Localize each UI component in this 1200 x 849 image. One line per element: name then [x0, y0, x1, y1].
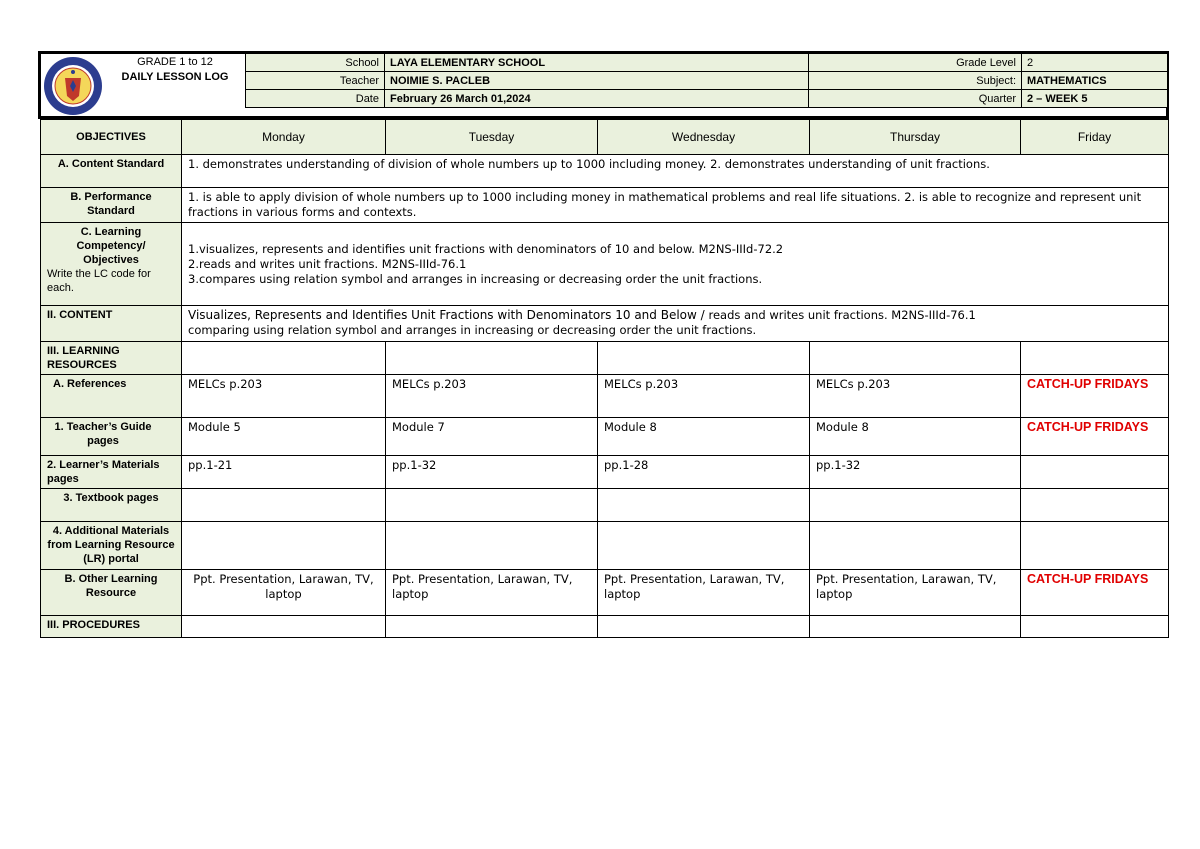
procedures-row: [41, 616, 1169, 638]
learners-materials-thursday: pp.1-32: [810, 456, 1021, 489]
deped-seal-icon: [43, 56, 103, 116]
content-line-2: comparing using relation symbol and arranges in increasing or decreasing order the unit fractions.: [188, 323, 757, 337]
learning-resources-tuesday: [386, 342, 598, 375]
references-label: A. References: [41, 375, 182, 418]
references-monday: MELCs p.203: [182, 375, 386, 418]
content-standard-text: 1. demonstrates understanding of division of whole numbers up to 1000 including money. 2. demonstrates understanding of unit fractions.: [182, 155, 1169, 188]
teacher-value: NOIMIE S. PACLEB: [385, 72, 809, 90]
header-info-table: [245, 53, 1168, 108]
learners-materials-label: 2. Learner’s Materials pages: [41, 456, 182, 489]
learning-resources-wednesday: [598, 342, 810, 375]
performance-standard-text: 1. is able to apply division of whole numbers up to 1000 including money in mathematical problems and real life situations. 2. is able to recognize and represent unit fractions in various forms and contexts.: [182, 188, 1169, 223]
col-objectives: OBJECTIVES: [41, 120, 182, 155]
learning-resources-monday: [182, 342, 386, 375]
subject-label: Subject:: [809, 72, 1022, 90]
other-resources-wednesday: Ppt. Presentation, Larawan, TV, laptop: [598, 570, 810, 616]
teachers-guide-friday: CATCH-UP FRIDAYS: [1021, 418, 1169, 456]
learning-resources-thursday: [810, 342, 1021, 375]
learning-competency-text: [182, 223, 1169, 306]
references-wednesday: MELCs p.203: [598, 375, 810, 418]
references-thursday: MELCs p.203: [810, 375, 1021, 418]
learners-materials-tuesday: pp.1-32: [386, 456, 598, 489]
learners-materials-row: [41, 456, 1169, 489]
textbook-label: 3. Textbook pages: [41, 489, 182, 522]
school-value: LAYA ELEMENTARY SCHOOL: [385, 54, 809, 72]
performance-standard-row: [41, 188, 1169, 223]
textbook-row: [41, 489, 1169, 522]
school-label: School: [246, 54, 385, 72]
grade-level-value: 2: [1022, 54, 1168, 72]
performance-standard-label: B. Performance Standard: [41, 188, 182, 223]
other-resources-thursday: Ppt. Presentation, Larawan, TV, laptop: [810, 570, 1021, 616]
procedures-thursday: [810, 616, 1021, 638]
other-resources-row: [41, 570, 1169, 616]
additional-materials-row: [41, 522, 1169, 570]
lesson-log-table: [40, 119, 1169, 638]
subject-value: MATHEMATICS: [1022, 72, 1168, 90]
teachers-guide-label: 1. Teacher’s Guide pages: [41, 418, 182, 456]
teachers-guide-row: [41, 418, 1169, 456]
references-tuesday: MELCs p.203: [386, 375, 598, 418]
date-label: Date: [246, 90, 385, 108]
references-row: [41, 375, 1169, 418]
teacher-label: Teacher: [246, 72, 385, 90]
learning-competency-label: C. Learning Competency/ Objectives: [76, 226, 146, 266]
content-standard-row: [41, 155, 1169, 188]
content-text: [182, 306, 1169, 342]
date-value: February 26 March 01,2024: [385, 90, 809, 108]
teachers-guide-monday: Module 5: [182, 418, 386, 456]
log-type: DAILY LESSON LOG: [121, 71, 229, 83]
textbook-thursday: [810, 489, 1021, 522]
col-monday: Monday: [182, 120, 386, 155]
other-resources-monday: Ppt. Presentation, Larawan, TV, laptop: [182, 570, 386, 616]
competency-line-2: 2.reads and writes unit fractions. M2NS-IIId-76.1: [188, 256, 467, 271]
content-line-1b: reads and writes unit fractions. M2NS-IIId-76.1: [708, 308, 976, 322]
procedures-label: III. PROCEDURES: [41, 616, 182, 638]
procedures-wednesday: [598, 616, 810, 638]
other-resources-tuesday: Ppt. Presentation, Larawan, TV, laptop: [386, 570, 598, 616]
column-header-row: [41, 120, 1169, 155]
other-resources-label: B. Other Learning Resource: [41, 570, 182, 616]
col-wednesday: Wednesday: [598, 120, 810, 155]
quarter-label: Quarter: [809, 90, 1022, 108]
quarter-value: 2 – WEEK 5: [1022, 90, 1168, 108]
additional-materials-friday: [1021, 522, 1169, 570]
col-thursday: Thursday: [810, 120, 1021, 155]
teachers-guide-wednesday: Module 8: [598, 418, 810, 456]
textbook-friday: [1021, 489, 1169, 522]
teachers-guide-thursday: Module 8: [810, 418, 1021, 456]
content-standard-label: A. Content Standard: [41, 155, 182, 188]
additional-materials-wednesday: [598, 522, 810, 570]
learning-resources-label: III. LEARNING RESOURCES: [41, 342, 182, 375]
other-resources-friday: CATCH-UP FRIDAYS: [1021, 570, 1169, 616]
grade-level-label: Grade Level: [809, 54, 1022, 72]
teachers-guide-tuesday: Module 7: [386, 418, 598, 456]
learners-materials-monday: pp.1-21: [182, 456, 386, 489]
col-tuesday: Tuesday: [386, 120, 598, 155]
col-friday: Friday: [1021, 120, 1169, 155]
content-label: II. CONTENT: [41, 306, 182, 342]
grade-range: GRADE 1 to 12: [137, 56, 213, 68]
additional-materials-tuesday: [386, 522, 598, 570]
content-row: [41, 306, 1169, 342]
content-line-1: [188, 308, 1162, 323]
additional-materials-label: 4. Additional Materials from Learning Resource (LR) portal: [41, 522, 182, 570]
textbook-monday: [182, 489, 386, 522]
competency-line-3: 3.compares using relation symbol and arranges in increasing or decreasing order the unit fractions.: [188, 271, 763, 286]
procedures-monday: [182, 616, 386, 638]
textbook-tuesday: [386, 489, 598, 522]
content-line-1a: Visualizes, Represents and Identifies Unit Fractions with Denominators 10 and Below /: [188, 308, 709, 322]
learning-resources-row: [41, 342, 1169, 375]
learning-competency-label-cell: [41, 223, 182, 306]
additional-materials-monday: [182, 522, 386, 570]
learners-materials-wednesday: pp.1-28: [598, 456, 810, 489]
competency-line-1: 1.visualizes, represents and identifies unit fractions with denominators of 10 and below. M2NS-IIId-72.2: [188, 241, 784, 256]
learners-materials-friday: [1021, 456, 1169, 489]
additional-materials-thursday: [810, 522, 1021, 570]
learning-competency-row: [41, 223, 1169, 306]
references-friday: CATCH-UP FRIDAYS: [1021, 375, 1169, 418]
procedures-tuesday: [386, 616, 598, 638]
procedures-friday: [1021, 616, 1169, 638]
grade-label-block: [105, 55, 245, 85]
learning-competency-note: Write the LC code for each.: [47, 268, 151, 294]
textbook-wednesday: [598, 489, 810, 522]
learning-resources-friday: [1021, 342, 1169, 375]
